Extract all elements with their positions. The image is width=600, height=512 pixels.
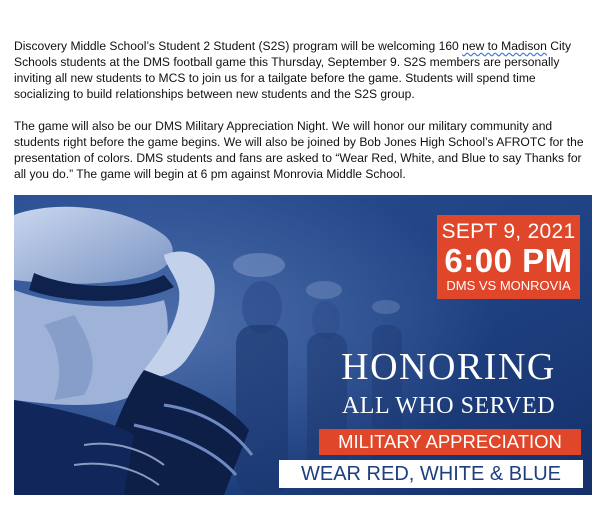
honoring-heading: HONORING (341, 346, 556, 388)
military-appreciation-banner: MILITARY APPRECIATION (319, 429, 581, 455)
all-who-served-heading: ALL WHO SERVED (341, 393, 556, 419)
military-appreciation-flyer (14, 195, 592, 495)
paragraph-s2s-text-end: City Schools students at the DMS football game this Thursday, September 9. S2S members are personally inviting all new students to MCS to join us for a tailgate before the game. Students will spend time socializing to build relationships between new students and the S2S group. (14, 39, 572, 101)
spellcheck-underlined-phrase: new to Madison (462, 39, 547, 53)
event-time: 6:00 PM (444, 242, 573, 279)
article-body (14, 38, 592, 198)
event-matchup: DMS VS MONROVIA (446, 278, 571, 293)
paragraph-s2s (14, 38, 592, 102)
event-date-box (437, 215, 580, 299)
wear-colors-banner: WEAR RED, WHITE & BLUE (279, 460, 583, 488)
paragraph-military-night: The game will also be our DMS Military Appreciation Night. We will honor our military community and students right before the game begins. We will also be joined by Bob Jones High School’s AFROTC for the presentation of colors. DMS students and fans are asked to “Wear Red, White, and Blue to say Thanks for all you do.” The game will begin at 6 pm against Monrovia Middle School. (14, 119, 584, 181)
event-date: SEPT 9, 2021 (441, 220, 576, 243)
paragraph-s2s-text-start: Discovery Middle School’s Student 2 Student (S2S) program will be welcoming 160 (14, 39, 463, 53)
